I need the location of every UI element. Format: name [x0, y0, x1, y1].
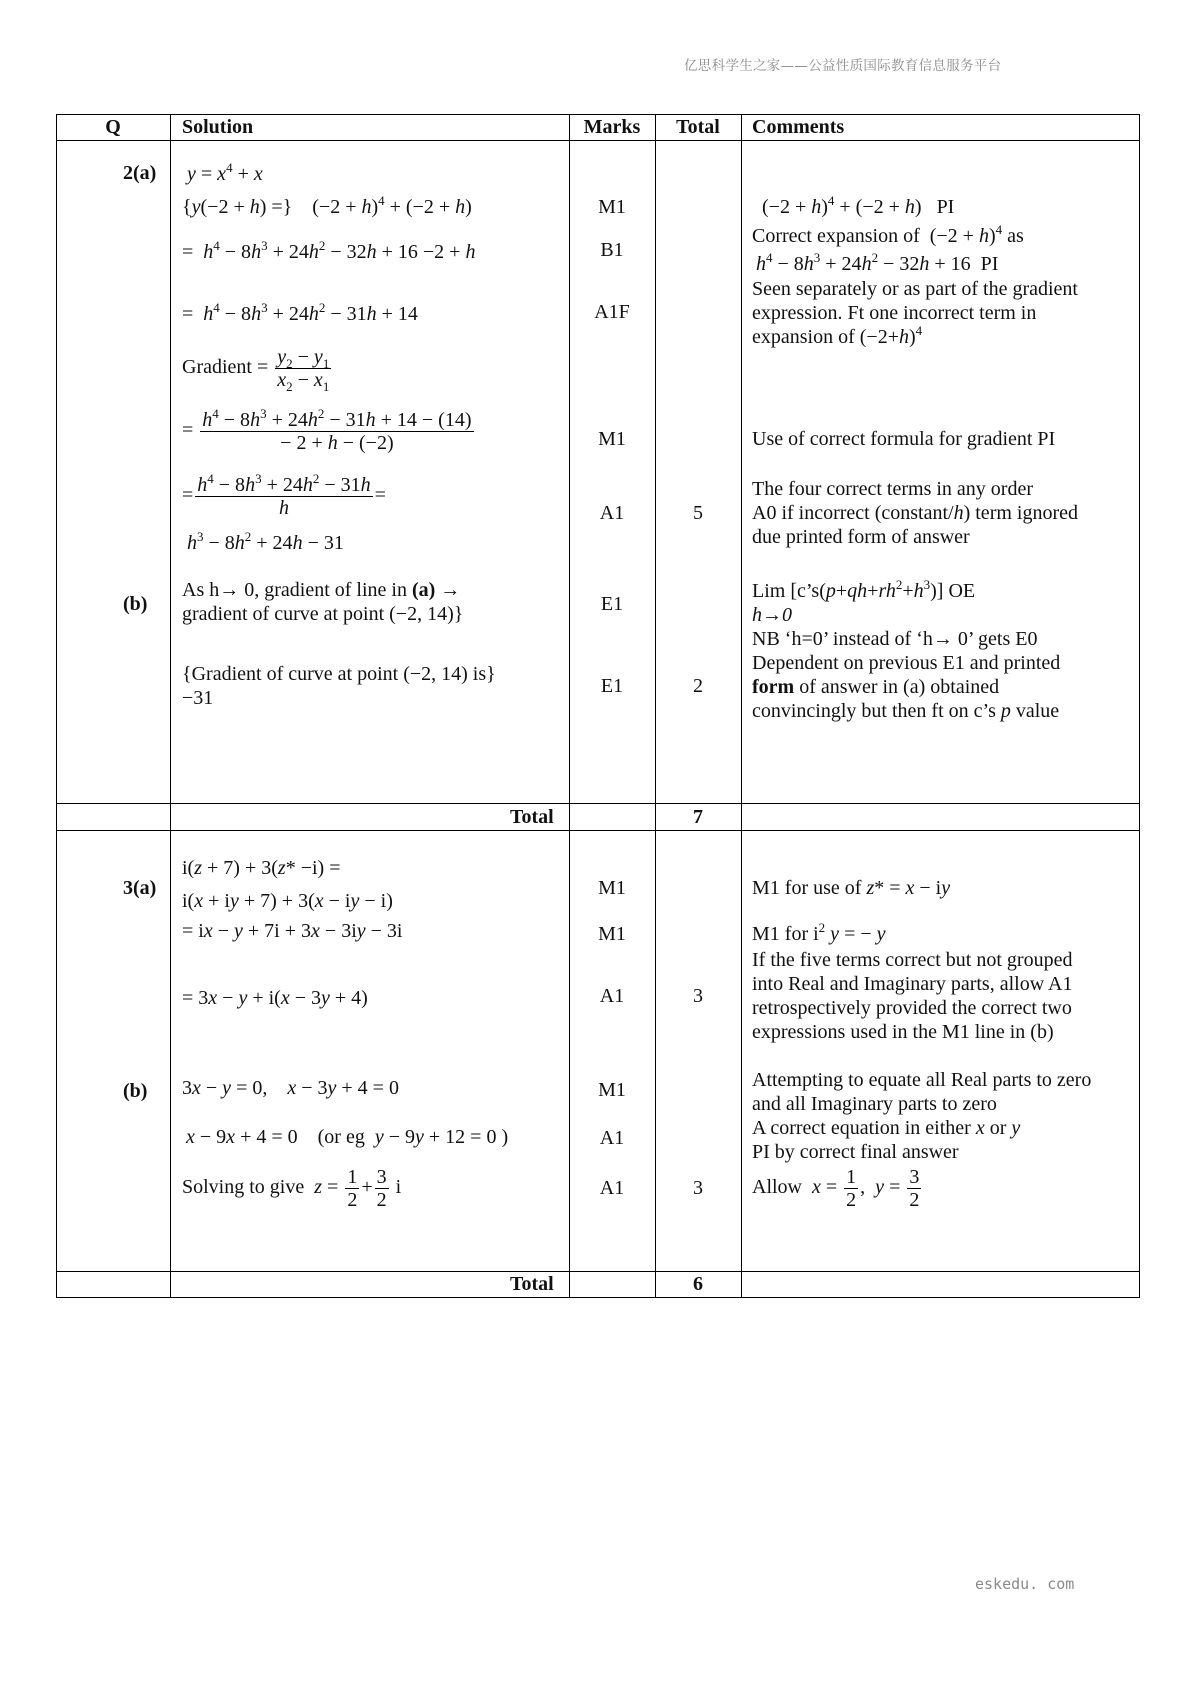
grid-line	[56, 140, 1140, 141]
q3-comment-4-line1: Attempting to equate all Real parts to zero	[752, 1069, 1092, 1091]
q3-mark-2: M1	[598, 923, 626, 945]
q3-sol-line3: = ix − y + 7i + 3x − 3iy − 3i	[182, 920, 403, 942]
grid-line	[655, 114, 656, 1298]
q2-sol-limit-line1: As h→ 0, gradient of line in (a) →	[182, 579, 461, 601]
q2-comment-4: Use of correct formula for gradient PI	[752, 428, 1056, 450]
q2-mark-6: E1	[600, 593, 624, 615]
q3-sol-line1: i(z + 7) + 3(z* −i) =	[182, 857, 341, 879]
grid-line	[1139, 114, 1140, 1298]
q3-comment-5-line2: PI by correct final answer	[752, 1141, 959, 1163]
q3-comment-3-line3: retrospectively provided the correct two	[752, 997, 1072, 1019]
q2-sol-gradient-divided: = $\frac{h^4 - 8h^3 + 24h^2 - 31h}{h}$ =	[182, 471, 386, 519]
q2-comment-2-line1: Correct expansion of $(-2 + h)^4$ as	[752, 222, 1024, 247]
q2-mark-4: M1	[598, 428, 626, 450]
q2-comment-5-line2: A0 if incorrect (constant/h) term ignored	[752, 502, 1078, 524]
grid-line	[170, 114, 171, 1298]
q2-sol-equation: $y = x^4 + x$	[187, 160, 263, 185]
q2-sol-answer-line1: {Gradient of curve at point (−2, 14) is}	[182, 663, 496, 685]
q2-comment-7-line2: form of answer in (a) obtained	[752, 676, 1000, 698]
q2-comment-7-line1: Dependent on previous E1 and printed	[752, 652, 1061, 674]
grid-line	[569, 114, 570, 1298]
q2-total-label: Total	[510, 806, 554, 828]
q2-comment-5-line1: The four correct terms in any order	[752, 478, 1033, 500]
q3-mark-6: A1	[599, 1177, 625, 1199]
grid-line	[56, 114, 57, 1298]
q3-sol-line7: Solving to give z = $\frac{1}{2}$ + $\frac{3}{2}$ i	[182, 1166, 402, 1211]
q2-mark-7: E1	[600, 675, 624, 697]
q3-sol-line6: x − 9x + 4 = 0 (or eg y − 9y + 12 = 0 )	[186, 1126, 509, 1148]
q2-sol-expansion: = $h^4 - 8h^3 + 24h^2 - 32h + 16 -2 + h$	[182, 238, 476, 263]
q2b-label: (b)	[123, 593, 148, 615]
q2a-part-total: 5	[693, 502, 703, 524]
q2-sol-gradient-result: $h^3 - 8h^2 + 24h - 31$	[187, 529, 344, 554]
q2-comment-3-line3: expansion of $(-2+h)^4$	[752, 323, 923, 348]
q2-sol-limit-line2: gradient of curve at point (−2, 14)}	[182, 603, 464, 625]
grid-line	[56, 1297, 1140, 1298]
q3-comment-5-line1: A correct equation in either x or y	[752, 1117, 1021, 1139]
q3-comment-1: M1 for use of z* = x − iy	[752, 877, 951, 899]
q2-comment-3-line1: Seen separately or as part of the gradient	[752, 278, 1078, 300]
q3-sol-line5: 3x − y = 0, x − 3y + 4 = 0	[182, 1077, 399, 1099]
q2-sol-answer-line2: −31	[182, 687, 214, 709]
q2-comment-6-line2: h→0	[752, 604, 792, 626]
q2b-part-total: 2	[693, 675, 703, 697]
q3-mark-4: M1	[598, 1079, 626, 1101]
q2-comment-2-line2: $h^4 - 8h^3 + 24h^2 - 32h + 16$ PI	[756, 250, 999, 275]
q2-mark-5: A1	[599, 502, 625, 524]
q2-comment-1: $(-2 + h)^4 + (-2 + h)$ PI	[762, 193, 955, 218]
q3a-part-total: 3	[693, 985, 703, 1007]
grid-line	[741, 114, 742, 1298]
q2-total-value: 7	[693, 806, 703, 828]
header-q: Q	[105, 116, 121, 138]
mark-scheme-table	[56, 114, 1140, 1298]
header-comments: Comments	[752, 116, 845, 138]
q3-comment-3-line4: expressions used in the M1 line in (b)	[752, 1021, 1054, 1043]
q3-mark-3: A1	[599, 985, 625, 1007]
grid-line	[56, 830, 1140, 831]
q2-mark-3: A1F	[594, 301, 630, 323]
gradient-label: Gradient =	[182, 356, 269, 379]
q2-comment-5-line3: due printed form of answer	[752, 526, 970, 548]
q2-mark-2: B1	[600, 239, 624, 261]
q2-comment-3-line2: expression. Ft one incorrect term in	[752, 302, 1037, 324]
q3a-label: 3(a)	[123, 877, 157, 899]
q3-sol-line4: = 3x − y + i(x − 3y + 4)	[182, 987, 368, 1009]
q3-mark-5: A1	[599, 1127, 625, 1149]
q3-total-value: 6	[693, 1273, 703, 1295]
q2-sol-gradient-formula: Gradient = $\frac{y_2 - y_1}{x_2 - x_1}$	[182, 346, 330, 394]
q3-total-label: Total	[510, 1273, 554, 1295]
q3-sol-line2: i(x + iy + 7) + 3(x − iy − i)	[182, 890, 393, 912]
header-marks: Marks	[583, 116, 641, 138]
footer-site-url: eskedu. com	[975, 1575, 1075, 1593]
q2-comment-6-line3: NB ‘h=0’ instead of ‘h→ 0’ gets E0	[752, 628, 1038, 650]
grid-line	[56, 803, 1140, 804]
q3b-part-total: 3	[693, 1177, 703, 1199]
header-solution: Solution	[182, 116, 254, 138]
page-header-site-title: 亿思科学生之家——公益性质国际教育信息服务平台	[684, 58, 1002, 74]
q2-sol-substitution: {y(−2 + h) =} $(-2 + h)^4 + (-2 + h)$	[182, 193, 472, 218]
q3-mark-1: M1	[598, 877, 626, 899]
q3-comment-2: M1 for $i^2$ y = − y	[752, 920, 886, 945]
q2-mark-1: M1	[598, 196, 626, 218]
q2-sol-simplified: = $h^4 - 8h^3 + 24h^2 - 31h + 14$	[182, 300, 418, 325]
header-total: Total	[676, 116, 720, 138]
q3-comment-4-line2: and all Imaginary parts to zero	[752, 1093, 997, 1115]
q3-comment-6: Allow x = $\frac{1}{2}$ , y = $\frac{3}{2}$	[752, 1166, 920, 1211]
q3-comment-3-line2: into Real and Imaginary parts, allow A1	[752, 973, 1073, 995]
q2-comment-6-line1: Lim $[c’s(p+qh+rh^2+h^3)]$ OE	[752, 577, 976, 602]
q2a-label: 2(a)	[123, 162, 157, 184]
grid-line	[56, 1271, 1140, 1272]
q2-sol-gradient-substituted: = $\frac{h^4 - 8h^3 + 24h^2 - 31h + 14 - (14)}{- 2 + h - (-2)}$	[182, 406, 472, 454]
q3-comment-3-line1: If the five terms correct but not grouped	[752, 949, 1073, 971]
q3b-label: (b)	[123, 1080, 148, 1102]
q2-comment-7-line3: convincingly but then ft on c’s p value	[752, 700, 1060, 722]
